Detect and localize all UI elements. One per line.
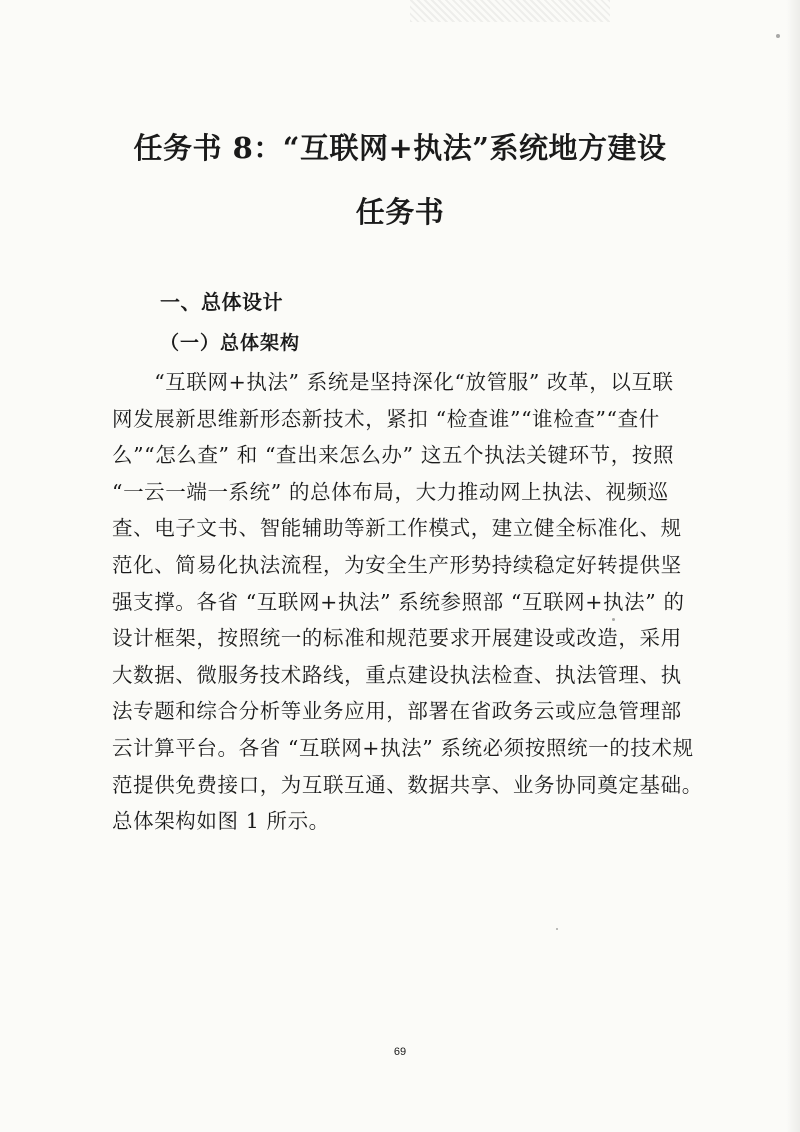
document-title-line-1: 任务书 8：“互联网+执法”系统地方建设 bbox=[133, 131, 667, 165]
body-line: 设计框架，按照统一的标准和规范要求开展建设或改造，采用 bbox=[112, 626, 682, 651]
body-line: 云计算平台。各省 “互联网+执法” 系统必须按照统一的技术规 bbox=[112, 735, 694, 760]
body-line: 法专题和综合分析等业务应用，部署在省政务云或应急管理部 bbox=[112, 699, 682, 724]
body-line: 么”“怎么查” 和 “查出来怎么办” 这五个执法关键环节，按照 bbox=[112, 443, 675, 468]
body-line: 网发展新思维新形态新技术，紧扣 “检查谁”“谁检查”“查什 bbox=[112, 406, 660, 431]
page-number: 69 bbox=[393, 1046, 407, 1058]
body-line: 范化、简易化执法流程，为安全生产形势持续稳定好转提供坚 bbox=[112, 552, 682, 577]
body-line: 强支撑。各省 “互联网+执法” 系统参照部 “互联网+执法” 的 bbox=[112, 589, 685, 614]
section-heading: 一、总体设计 bbox=[160, 290, 283, 314]
scan-speckle bbox=[556, 928, 558, 930]
body-paragraph bbox=[112, 364, 703, 840]
body-line: 查、电子文书、智能辅助等新工作模式，建立健全标准化、规 bbox=[112, 516, 682, 541]
scan-edge-shadow bbox=[786, 0, 800, 1132]
body-line: 总体架构如图 1 所示。 bbox=[112, 809, 330, 834]
subsection-heading: （一）总体架构 bbox=[160, 332, 301, 354]
body-line: “互联网+执法” 系统是坚持深化“放管服” 改革，以互联 bbox=[112, 370, 674, 394]
body-line: “一云一端一系统” 的总体布局，大力推动网上执法、视频巡 bbox=[112, 479, 669, 504]
document-title-line-2: 任务书 bbox=[355, 195, 445, 229]
body-line: 范提供免费接口，为互联互通、数据共享、业务协同奠定基础。 bbox=[112, 772, 703, 797]
scan-speckle bbox=[776, 34, 780, 38]
scan-smudge bbox=[410, 0, 610, 22]
body-line: 大数据、微服务技术路线，重点建设执法检查、执法管理、执 bbox=[112, 662, 682, 687]
